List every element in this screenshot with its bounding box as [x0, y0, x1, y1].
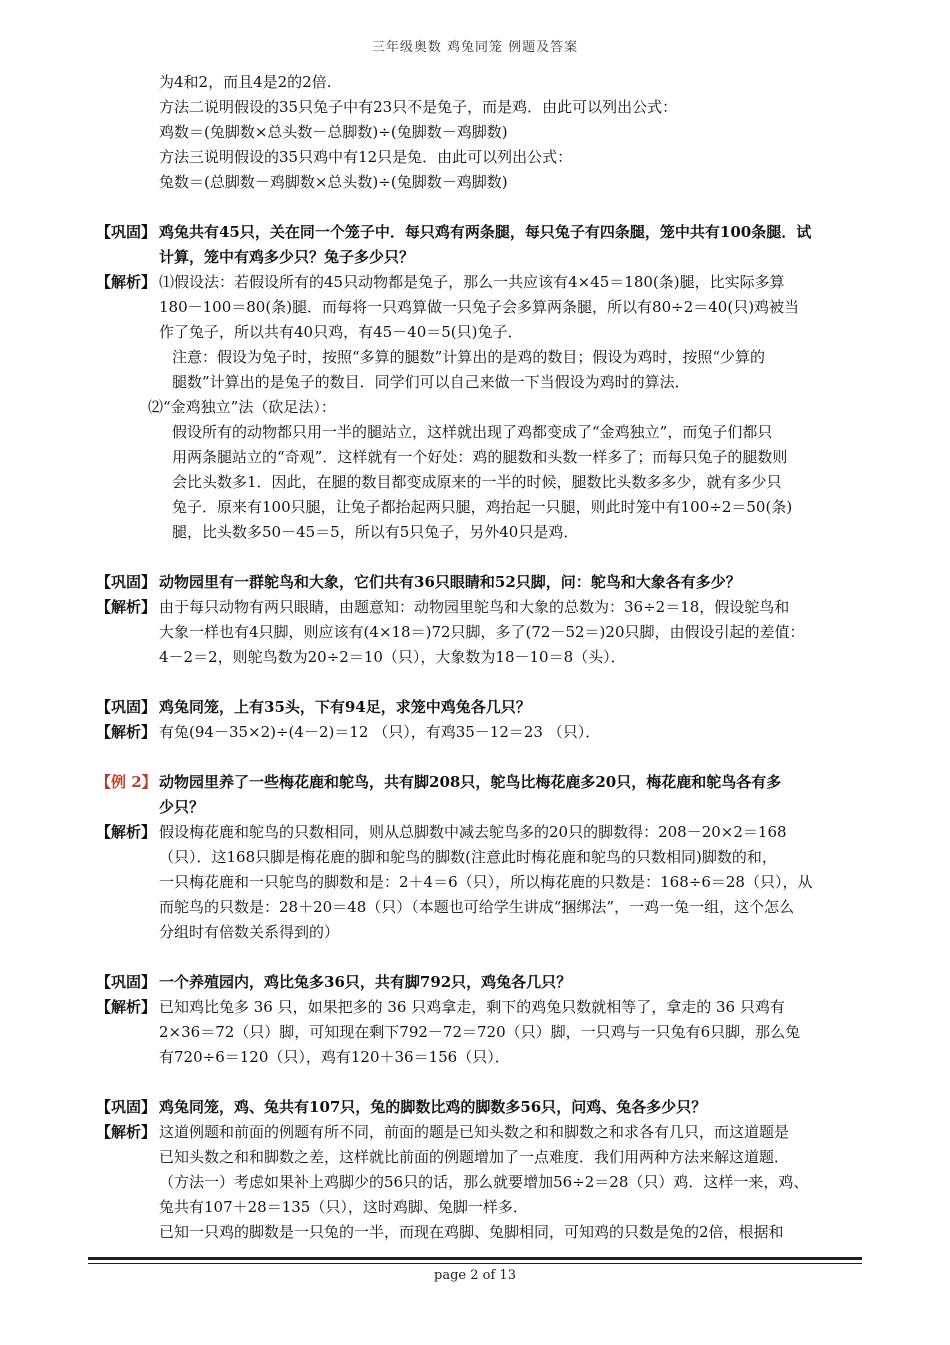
exercise-6-question — [96, 1095, 866, 1120]
question-line: 鸡兔同笼，鸡、兔共有107只，兔的脚数比鸡的脚数多56只，问鸡、兔各多少只？ — [159, 1098, 707, 1116]
answer-line: 2×36＝72（只）脚，可知现在剩下792－72＝720（只）脚，一只鸡与一只兔有6只脚，那么兔 — [159, 1023, 801, 1041]
note-line: 腿数”计算出的是兔子的数目．同学们可以自己来做一下当假设为鸡时的算法． — [172, 373, 690, 391]
answer-line: 已知头数之和和脚数之差，这样就比前面的例题增加了一点难度．我们用两种方法来解这道题． — [159, 1148, 790, 1166]
question-line: 鸡兔同笼，上有35头，下有94足，求笼中鸡兔各几只？ — [159, 698, 531, 716]
exercise-label: 【巩固】 — [96, 1098, 157, 1116]
answer-label: 【解析】 — [96, 273, 157, 291]
answer-line: 一只梅花鹿和一只鸵鸟的脚数和是：2＋4＝6（只），所以梅花鹿的只数是：168÷6＝28（只），从 — [159, 873, 813, 891]
exercise-label: 【巩固】 — [96, 698, 157, 716]
answer-line: 由于每只动物有两只眼睛，由题意知：动物园里鸵鸟和大象的总数为：36÷2＝18，假设鸵鸟和 — [159, 598, 790, 616]
answer-line: 4－2＝2，则鸵鸟数为20÷2＝10（只），大象数为18－10＝8（头）． — [159, 648, 626, 666]
answer-label: 【解析】 — [96, 723, 157, 741]
footer-rule-thin — [88, 1263, 862, 1264]
answer-line: 兔共有107＋28＝135（只），这时鸡脚、兔脚一样多． — [159, 1198, 528, 1216]
intro-line: 为4和2，而且4是2的2倍. — [159, 73, 332, 91]
exercise-label: 【巩固】 — [96, 573, 157, 591]
exercise-1-answer — [96, 270, 866, 345]
answer-line: 作了兔子，所以共有40只鸡，有45－40＝5(只)兔子． — [159, 323, 523, 341]
answer-label: 【解析】 — [96, 823, 157, 841]
page-content — [96, 70, 866, 1245]
question-line: 动物园里有一群鸵鸟和大象，它们共有36只眼睛和52只脚，问：鸵鸟和大象各有多少？ — [159, 573, 741, 591]
example-label: 【例 2】 — [96, 773, 157, 791]
answer-line: 已知一只鸡的脚数是一只兔的一半，而现在鸡脚、兔脚相同，可知鸡的只数是兔的2倍，根据和 — [159, 1223, 784, 1241]
question-line: 一个养殖园内，鸡比兔多36只，共有脚792只，鸡兔各几只？ — [159, 973, 572, 991]
exercise-6-answer — [96, 1120, 866, 1245]
answer-line: （只）．这168只脚是梅花鹿的脚和鸵鸟的脚数(注意此时梅花鹿和鸵鸟的只数相同)脚数的和， — [159, 848, 777, 866]
answer-line: 180－100＝80(条)腿．而每将一只鸡算做一只兔子会多算两条腿，所以有80÷2＝40(只)鸡被当 — [159, 298, 800, 316]
answer-line: ⑴假设法：若假设所有的45只动物都是兔子，那么一共应该有4×45＝180(条)腿，比实际多算 — [159, 273, 785, 291]
exercise-5-question — [96, 970, 866, 995]
exercise-2-question — [96, 570, 866, 595]
answer-line: 腿，比头数多50－45＝5，所以有5只兔子，另外40只是鸡． — [172, 523, 579, 541]
answer-line: 大象一样也有4只脚，则应该有(4×18＝)72只脚，多了(72－52＝)20只脚，由假设引起的差值： — [159, 623, 805, 641]
note-line: 注意：假设为兔子时，按照“多算的腿数”计算出的是鸡的数目；假设为鸡时，按照“少算的 — [172, 348, 766, 366]
intro-line: 兔数＝(总脚数－鸡脚数×总头数)÷(兔脚数－鸡脚数) — [159, 173, 508, 191]
intro-line: 方法三说明假设的35只鸡中有12只是兔．由此可以列出公式： — [159, 148, 573, 166]
question-line: 计算，笼中有鸡多少只？兔子多少只？ — [159, 248, 415, 266]
intro-section — [96, 70, 866, 195]
answer-line: 已知鸡比兔多 36 只，如果把多的 36 只鸡拿走，剩下的鸡兔只数就相等了，拿走的 36 只鸡有 — [159, 998, 785, 1016]
answer-line: 假设梅花鹿和鸵鸟的只数相同，则从总脚数中减去鸵鸟多的20只的脚数得：208－20×2＝168 — [159, 823, 787, 841]
question-line: 动物园里养了一些梅花鹿和鸵鸟，共有脚208只，鸵鸟比梅花鹿多20只，梅花鹿和鸵鸟各有多 — [159, 773, 782, 791]
example-2-answer — [96, 820, 866, 945]
intro-line: 方法二说明假设的35只兔子中有23只不是兔子，而是鸡．由此可以列出公式： — [159, 98, 678, 116]
answer-line: 而鸵鸟的只数是：28＋20＝48（只）（本题也可给学生讲成“捆绑法”，一鸡一兔一组，这个怎么 — [159, 898, 795, 916]
answer-line: 会比头数多1．因此，在腿的数目都变成原来的一半的时候，腿数比头数多多少，就有多少只 — [172, 473, 782, 491]
answer-line: 假设所有的动物都只用一半的腿站立，这样就出现了鸡都变成了“金鸡独立”，而兔子们都只 — [172, 423, 773, 441]
page-number: page 2 of 13 — [434, 1268, 516, 1283]
example-2-question — [96, 770, 866, 820]
answer-line: 兔子．原来有100只腿，让兔子都抬起两只腿，鸡抬起一只腿，则此时笼中有100÷2＝50(条) — [172, 498, 793, 516]
exercise-label: 【巩固】 — [96, 973, 157, 991]
answer-line: 分组时有倍数关系得到的） — [159, 923, 340, 941]
intro-line: 鸡数＝(兔脚数×总头数－总脚数)÷(兔脚数－鸡脚数) — [159, 123, 508, 141]
exercise-3-answer — [96, 720, 866, 745]
question-line: 少只？ — [159, 798, 205, 816]
answer-line: 这道例题和前面的例题有所不同，前面的题是已知头数之和和脚数之和求各有几只，而这道题是 — [159, 1123, 790, 1141]
exercise-5-answer — [96, 995, 866, 1070]
exercise-3-question — [96, 695, 866, 720]
question-line: 鸡兔共有45只，关在同一个笼子中．每只鸡有两条腿，每只兔子有四条腿，笼中共有100条腿．试 — [159, 223, 812, 241]
footer-rule-thick — [88, 1257, 862, 1260]
exercise-2-answer — [96, 595, 866, 670]
exercise-1-question — [96, 220, 866, 270]
exercise-label: 【巩固】 — [96, 223, 157, 241]
page-header: 三年级奥数 鸡兔同笼 例题及答案 — [371, 40, 579, 55]
answer-line: 用两条腿站立的“奇观”．这样就有一个好处：鸡的腿数和头数一样多了；而每只兔子的腿数则 — [172, 448, 788, 466]
method-2-title: ⑵“金鸡独立”法（砍足法）： — [148, 398, 336, 416]
answer-label: 【解析】 — [96, 598, 157, 616]
answer-line: （方法一）考虑如果补上鸡脚少的56只的话，那么就要增加56÷2＝28（只）鸡．这样一来，鸡、 — [159, 1173, 809, 1191]
answer-line: 有720÷6＝120（只），鸡有120＋36＝156（只）． — [159, 1048, 510, 1066]
answer-label: 【解析】 — [96, 1123, 157, 1141]
answer-line: 有兔(94－35×2)÷(4－2)＝12 （只），有鸡35－12＝23 （只）． — [159, 723, 601, 741]
answer-label: 【解析】 — [96, 998, 157, 1016]
